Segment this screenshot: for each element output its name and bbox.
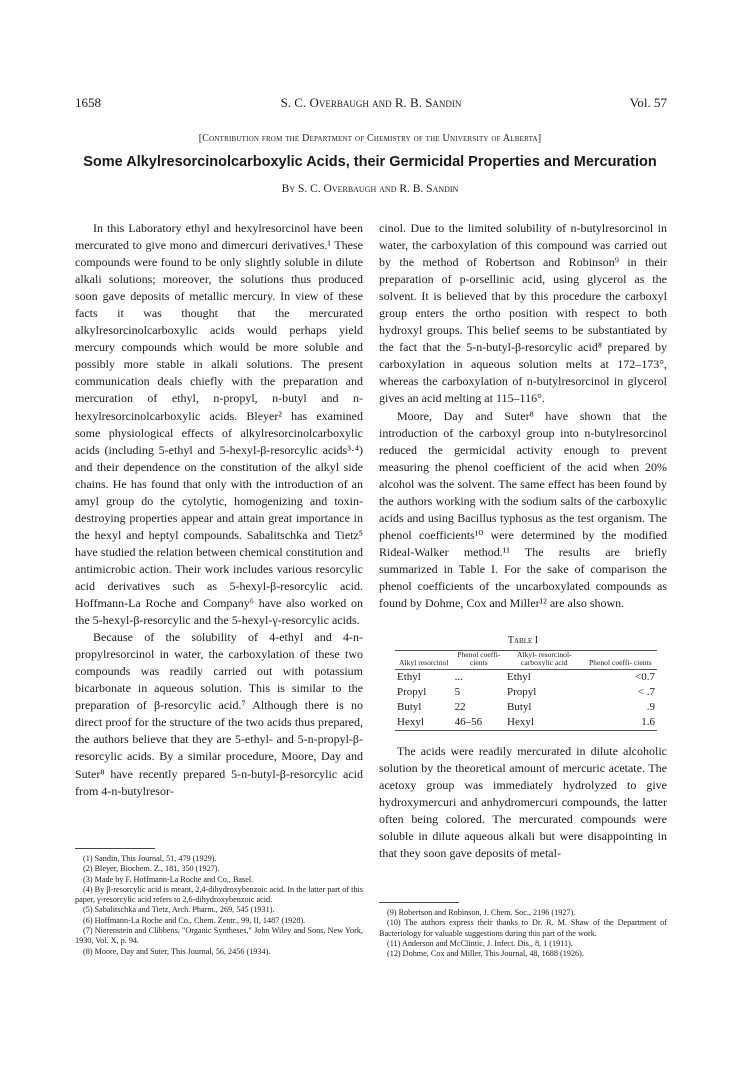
table-cell: Ethyl (507, 670, 531, 683)
running-head-authors: S. C. Overbaugh and R. B. Sandin (280, 95, 462, 110)
paragraph: In this Laboratory ethyl and hexylresorcinol have been mercurated to give mono and dimercuri derivatives.¹ These compounds were found to be only slightly soluble in dilute alkali solutions; moreover, the solutions thus produced soon gave deposits of metallic mercury. In view of these facts it was thought that the mercurated alkylresorcinolcarboxylic acids would perhaps yield mercury compounds which would be more soluble and possibly more stable in alkali solutions. The present communication deals chiefly with the preparation and mercuration of ethyl, n-propyl, n-butyl and n-hexylresorcinolcarboxylic acids. Bleyer² has examined some physiological effects of alkylresorcinolcarboxylic acids (including 5-ethyl and 5-hexyl-β-resorcylic acids³·⁴) and their dependence on the constitution of the alkyl side chains. He has found that only with the introduction of an amyl group do the cytolytic, homogenizing and toxin-destroying properties appear and attain great importance in the hexyl and heptyl compounds. Sabalitschka and Tietz⁵ have studied the relation between chemical constitution and antimicrobic action. Their work includes various resorcylic acid derivatives such as 5-hexyl-β-resorcylic acid. Hoffmann-La Roche and Company⁶ have also worked on the 5-hexyl-β-resorcylic and the 5-hexyl-γ-resorcylic acids. (75, 221, 363, 628)
footnote: (6) Hoffmann-La Roche and Co., Chem. Zentr., 99, II, 1487 (1928). (83, 915, 306, 925)
table-row (395, 715, 657, 731)
table-cell: Propyl (397, 685, 427, 698)
table-cell: < .7 (637, 685, 655, 698)
right-column (379, 220, 667, 612)
volume-number: Vol. 57 (629, 95, 667, 110)
table-header: Phenol coeffi- cients (457, 650, 501, 668)
footnote: (1) Sandin, This Journal, 51, 479 (1929). (83, 854, 217, 863)
paragraph: cinol. Due to the limited solubility of n-butylresorcinol in water, the carboxylation of this compound was carried out by the method of Robertson and Robinson⁹ in their preparation of p-orsellinic acid, using glycerol as the solvent. It is believed that by this procedure the carboxyl group enters the ortho position with respect to both hydroxyl groups. This belief seems to be substantiated by the fact that the 5-n-butyl-β-resorcylic acid⁸ prepared by carboxylation in aqueous solution melts at 172–173°, whereas the carboxylation of n-butylresorcinol in glycerol gives an acid melting at 115–116°. (379, 221, 667, 406)
table-row (395, 685, 657, 700)
footnotes-right (379, 908, 667, 959)
table-cell: <0.7 (635, 670, 655, 683)
paragraph: Because of the solubility of 4-ethyl and 4-n-propylresorcinol in water, the carboxylation of these two compounds was readily carried out with potassium bicarbonate in aqueous solution. This is similar to the preparation of β-resorcylic acid.⁷ Although there is no direct proof for the structure of the two acids thus prepared, the authors believe that they are 5-ethyl- and 5-n-propyl-β-resorcylic acids. By a similar procedure, Moore, Day and Suter⁸ have recently prepared 5-n-butyl-β-resorcylic acid from 4-n-butylresor- (75, 630, 363, 798)
table-cell: Ethyl (397, 670, 421, 683)
footnote: (9) Robertson and Robinson, J. Chem. Soc., 2196 (1927). (387, 908, 576, 917)
footnote-separator (379, 902, 459, 903)
paragraph: The acids were readily mercurated in dilute alcoholic solution by the theoretical amount of mercuric acetate. The acetoxy group was immediately hydrolyzed to give hydroxymercuri and anhydromercuri compounds, the latter often being colored. The mercurated compounds were soluble in dilute aqueous alkali but were disappointing in that they soon gave deposits of metal- (379, 744, 667, 861)
footnotes-left (75, 854, 363, 957)
table-cell: 5 (454, 685, 461, 698)
table-cell: Propyl (507, 685, 537, 698)
left-column (75, 220, 363, 800)
paragraph: Moore, Day and Suter⁸ have shown that the introduction of the carboxyl group into n-butylresorcinol reduced the germicidal activity enough to prevent measuring the phenol coefficient of the acid when 20% alcohol was the solvent. The same effect has been found by the authors working with the sodium salts of the carboxylic acids and using Bacillus typhosus as the test organism. The phenol coefficients¹⁰ were determined by the modified Rideal-Walker method.¹¹ The results are briefly summarized in Table I. For the sake of comparison the phenol coefficients of the uncarboxylated compounds as found by Dohme, Cox and Miller¹² are also shown. (379, 408, 667, 611)
footnote: (5) Sabalitschka and Tietz, Arch. Pharm., 269, 545 (1931). (83, 905, 275, 915)
table-row (395, 700, 657, 715)
table-cell: 1.6 (641, 715, 655, 728)
right-column-continued (379, 743, 667, 862)
table-header: Alkyl resorcinol (399, 658, 449, 668)
footnote: (10) The authors express their thanks to Dr. R. M. Shaw of the Department of Bacteriology for valuable suggestions during this part of the work. (379, 918, 667, 938)
table-header: Phenol coeffi- cients (588, 658, 652, 668)
table-header-row (395, 651, 657, 670)
article-title: Some Alkylresorcinolcarboxylic Acids, their Germicidal Properties and Mercuration (83, 154, 657, 170)
table-cell: 22 (454, 700, 466, 713)
phenol-coefficient-table (395, 650, 657, 731)
contribution-line: [Contribution from the Department of Chemistry of the University of Alberta] (198, 133, 542, 144)
footnote: (11) Anderson and McClintic, J. Infect. Dis., 8, 1 (1911). (387, 938, 573, 948)
table-cell: Hexyl (397, 715, 424, 728)
table-cell: Hexyl (507, 715, 534, 728)
table-header: Alkyl- resorcinol- carboxylic acid (517, 650, 572, 668)
footnote-separator (75, 848, 155, 849)
table-cell: Butyl (397, 700, 422, 713)
table-caption: Table I (507, 635, 539, 646)
table-cell: .9 (646, 700, 655, 713)
footnote: (12) Dohme, Cox and Miller, This Journal, 48, 1688 (1926). (387, 949, 584, 959)
table-cell: Butyl (507, 700, 532, 713)
byline: By S. C. Overbaugh and R. B. Sandin (281, 183, 459, 195)
table-cell: 46–56 (454, 715, 483, 728)
table-row (395, 669, 657, 685)
footnote: (2) Bleyer, Biochem. Z., 181, 350 (1927). (83, 864, 220, 874)
footnote: (4) By β-resorcylic acid is meant, 2,4-dihydroxybenzoic acid. In the latter part of this paper, γ-resorcylic acid refers to 2,6-dihydroxybenzoic acid. (75, 884, 363, 905)
footnote: (7) Nierenstein and Clibbens, "Organic Syntheses," John Wiley and Sons, New York, 1930, Vol. X, p. 94. (75, 926, 363, 946)
table-cell: ... (454, 670, 463, 683)
page-number: 1658 (75, 95, 101, 110)
footnote: (8) Moore, Day and Suter, This Journal, 56, 2456 (1934). (83, 946, 271, 956)
footnote: (3) Made by F. Hoffmann-La Roche and Co., Basel. (83, 874, 254, 884)
